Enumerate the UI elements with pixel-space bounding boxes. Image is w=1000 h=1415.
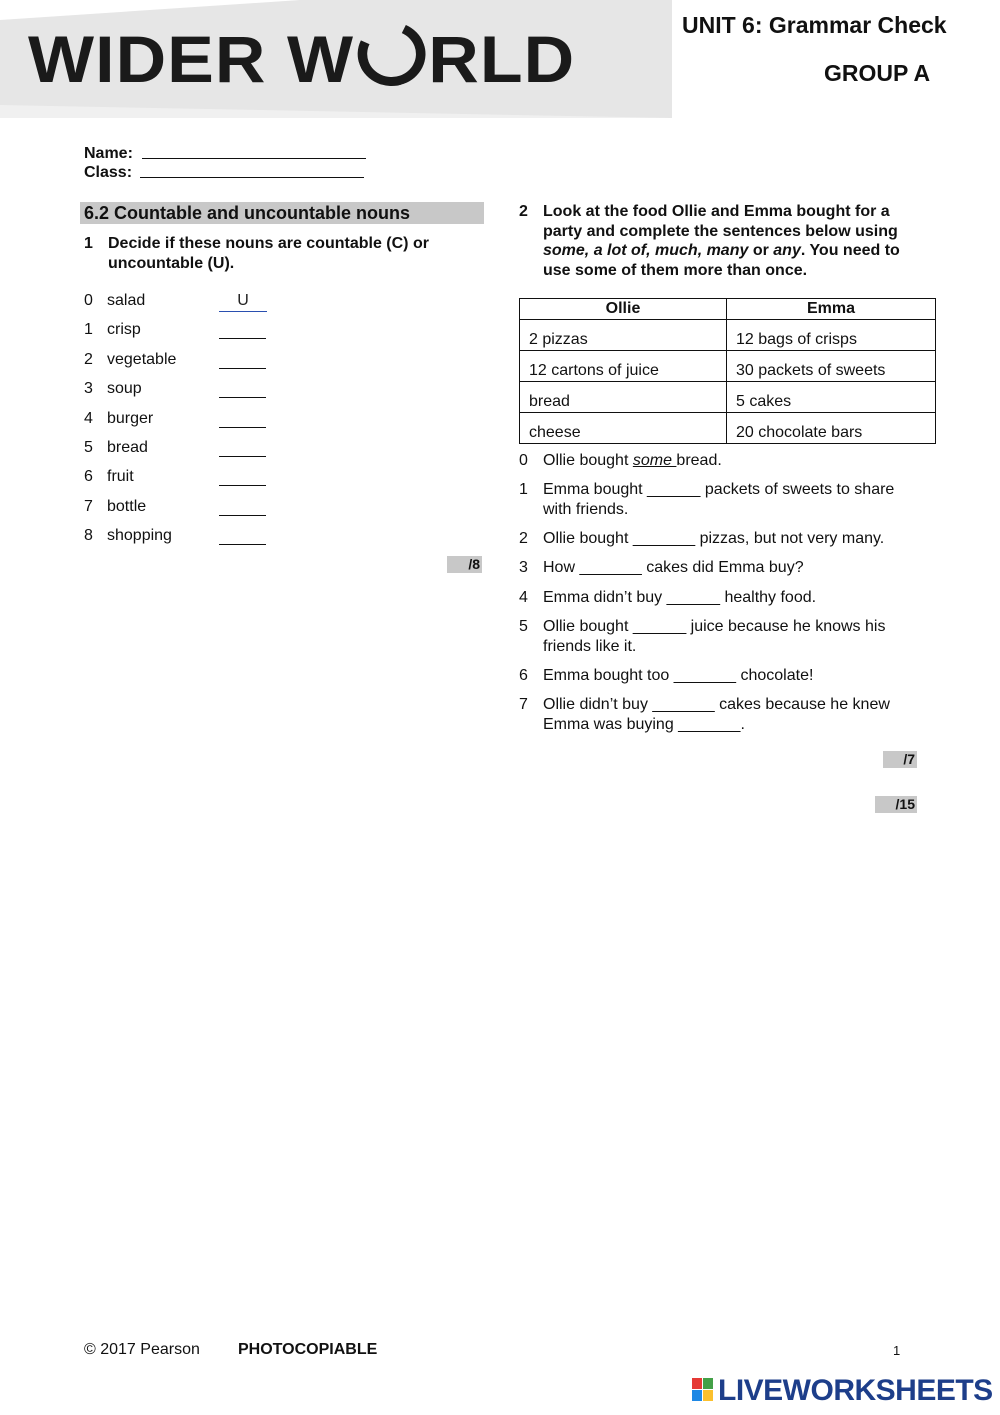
table-row — [520, 382, 936, 413]
noun-number: 1 — [84, 321, 93, 339]
emma-item: 30 packets of sweets — [727, 351, 936, 382]
ollie-item: 12 cartons of juice — [520, 351, 727, 382]
sentence-text[interactable]: Emma bought too _______ chocolate! — [543, 667, 814, 684]
table-header-ollie: Ollie — [520, 299, 727, 320]
noun-answer-blank[interactable] — [219, 515, 266, 516]
exercise1-instruction-text: Decide if these nouns are countable (C) or uncountable (U). — [108, 235, 429, 272]
example-after: bread. — [676, 452, 722, 469]
noun-word: bread — [107, 439, 148, 456]
noun-answer-blank[interactable] — [219, 485, 266, 486]
table-row — [520, 351, 936, 382]
noun-number: 4 — [84, 409, 93, 427]
sentence-text[interactable]: Ollie bought ______ juice because he knows his friends like it. — [543, 618, 886, 655]
noun-answer-blank[interactable] — [219, 456, 266, 457]
exercise2-number: 2 — [519, 203, 528, 220]
table-header-emma: Emma — [727, 299, 936, 320]
name-row — [84, 144, 366, 163]
section-title: 6.2 Countable and uncountable nouns — [80, 202, 484, 224]
noun-word: soup — [107, 380, 142, 398]
noun-word: bottle — [107, 497, 147, 515]
liveworksheets-grid-icon — [692, 1378, 714, 1402]
table-row — [520, 413, 936, 444]
sentence-text[interactable]: Ollie didn’t buy _______ cakes because he knew Emma was buying _______. — [543, 696, 890, 733]
instruction-words: some, a lot of, much, many — [543, 242, 749, 259]
noun-item — [84, 468, 304, 488]
ollie-item: 2 pizzas — [520, 320, 727, 351]
noun-number: 8 — [84, 527, 93, 545]
noun-answer-blank[interactable] — [219, 397, 266, 398]
exercise1-score: /8 — [447, 556, 482, 573]
noun-item — [84, 498, 304, 518]
noun-word: fruit — [107, 468, 134, 486]
noun-answer: U — [219, 292, 267, 312]
sentence-number: 4 — [519, 589, 528, 606]
sentence-text[interactable]: Emma didn’t buy ______ healthy food. — [543, 589, 817, 606]
unit-title: UNIT 6: Grammar Check — [682, 12, 947, 38]
logo-text-right: RLD — [428, 22, 576, 96]
example-before: Ollie bought — [543, 452, 633, 469]
exercise2-score: /7 — [883, 751, 917, 768]
noun-item — [84, 380, 304, 400]
noun-answer-blank[interactable] — [219, 338, 266, 339]
copyright: © 2017 Pearson — [84, 1341, 200, 1358]
noun-word: crisp — [107, 321, 141, 339]
sentence-number: 6 — [519, 667, 528, 684]
emma-item: 5 cakes — [727, 382, 936, 413]
sentence-number: 7 — [519, 696, 528, 713]
sentence-text[interactable]: How _______ cakes did Emma buy? — [543, 559, 804, 576]
instruction-or: or — [748, 242, 774, 259]
noun-word: shopping — [107, 527, 172, 545]
noun-answer-blank[interactable] — [219, 368, 266, 369]
photocopiable-label: PHOTOCOPIABLE — [238, 1341, 378, 1358]
noun-number: 6 — [84, 468, 93, 486]
noun-item — [84, 292, 304, 312]
ollie-item: cheese — [520, 413, 727, 444]
food-table — [519, 298, 936, 444]
instruction-part-a: Look at the food Ollie and Emma bought for a party and complete the sentences below using — [543, 203, 898, 240]
noun-answer-blank[interactable] — [219, 427, 266, 428]
class-row — [84, 163, 364, 182]
sentence-number: 3 — [519, 559, 528, 576]
instruction-part-b: . You need to use some of them more than once. — [543, 242, 900, 279]
noun-number: 2 — [84, 350, 93, 368]
noun-number: 7 — [84, 497, 93, 515]
group-label: GROUP A — [824, 60, 931, 86]
total-score: /15 — [875, 796, 917, 813]
table-row — [520, 320, 936, 351]
sentence-number: 2 — [519, 530, 528, 547]
noun-item — [84, 410, 304, 430]
name-field[interactable] — [142, 144, 366, 159]
exercise1-number: 1 — [84, 235, 93, 252]
noun-answer-blank[interactable] — [219, 544, 266, 545]
class-field[interactable] — [140, 163, 364, 178]
noun-number: 3 — [84, 380, 93, 398]
noun-number: 5 — [84, 439, 93, 456]
ollie-item: bread — [520, 382, 727, 413]
class-label: Class: — [84, 164, 133, 181]
noun-word: vegetable — [107, 350, 177, 368]
example-answer: some — [632, 452, 677, 469]
emma-item: 20 chocolate bars — [727, 413, 936, 444]
page-number: 1 — [893, 1343, 901, 1358]
noun-item — [84, 439, 304, 459]
noun-item — [84, 351, 304, 371]
exercise1-instruction — [84, 234, 474, 274]
sentence-number: 1 — [519, 481, 528, 498]
sentence-text[interactable]: Ollie bought _______ pizzas, but not very many. — [543, 530, 885, 547]
noun-number: 0 — [84, 292, 93, 309]
noun-item — [84, 527, 304, 547]
emma-item: 12 bags of crisps — [727, 320, 936, 351]
wider-world-logo — [28, 22, 576, 96]
sentence-number: 5 — [519, 618, 528, 635]
example-number: 0 — [519, 452, 528, 469]
exercise2-instruction — [519, 202, 919, 282]
noun-word: salad — [107, 292, 146, 309]
sentence-text[interactable]: Emma bought ______ packets of sweets to share with friends. — [543, 481, 895, 518]
liveworksheets-text: LIVEWORKSHEETS — [718, 1374, 993, 1407]
logo-text-left: WIDER W — [28, 22, 355, 96]
noun-word: burger — [107, 409, 154, 427]
logo-ring-icon — [348, 13, 435, 95]
instruction-any: any — [773, 242, 801, 259]
noun-item — [84, 321, 304, 341]
name-label: Name: — [84, 145, 133, 162]
